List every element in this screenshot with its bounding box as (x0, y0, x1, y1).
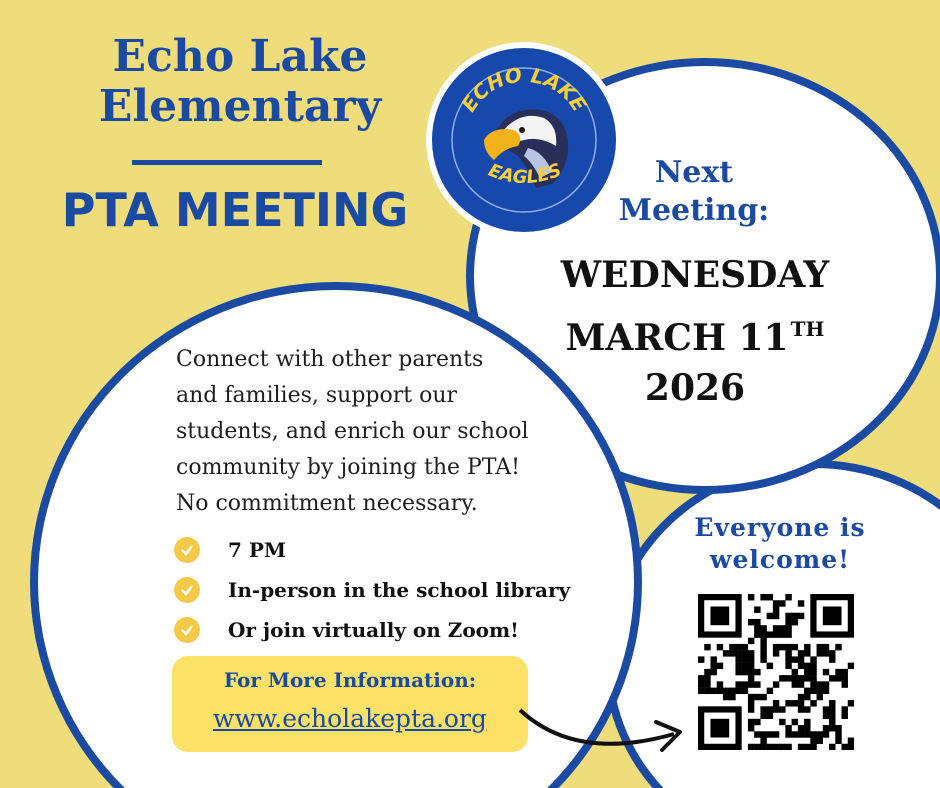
intro-line: and families, support our (176, 383, 458, 408)
intro-line: Connect with other parents (176, 347, 484, 372)
detail-location: In-person in the school library (228, 578, 571, 602)
welcome-line1: Everyone is (694, 513, 866, 542)
more-info-box (172, 656, 528, 752)
detail-time: 7 PM (228, 538, 287, 562)
welcome-message (680, 512, 880, 576)
check-icon (174, 577, 200, 603)
check-icon (174, 617, 200, 643)
logo-top-text: ECHO LAKE (456, 62, 592, 116)
meeting-date (540, 307, 850, 360)
meeting-date-suffix: TH (790, 317, 825, 341)
meeting-month-day: MARCH 11 (565, 317, 789, 359)
next-meeting-line1: Next (654, 155, 734, 190)
next-meeting-line2: Meeting: (618, 193, 770, 228)
detail-virtual: Or join virtually on Zoom! (228, 618, 519, 642)
welcome-line2: welcome! (709, 545, 851, 574)
meeting-year: 2026 (644, 367, 746, 409)
arrow-icon (516, 700, 696, 760)
school-name (40, 32, 440, 132)
intro-line: No commitment necessary. (176, 491, 478, 516)
next-meeting-label (594, 154, 794, 230)
intro-line: community by joining the PTA! (176, 455, 521, 480)
meeting-day: WEDNESDAY (560, 254, 830, 296)
qr-code-graphic (698, 594, 854, 750)
qr-code-icon[interactable] (698, 594, 854, 750)
list-item (174, 610, 614, 650)
more-info-label: For More Information: (223, 668, 477, 692)
meeting-details-list (174, 530, 614, 650)
page-title: PTA MEETING (61, 183, 409, 237)
svg-text:ECHO LAKE (456, 63, 591, 117)
intro-paragraph (176, 342, 566, 522)
school-logo (426, 42, 622, 238)
website-link[interactable]: www.echolakepta.org (213, 704, 487, 733)
school-name-line2: Elementary (98, 81, 382, 132)
intro-line: students, and enrich our school (176, 419, 529, 444)
school-name-line1: Echo Lake (112, 31, 368, 82)
list-item (174, 570, 614, 610)
check-icon (174, 537, 200, 563)
title-divider (132, 160, 322, 165)
list-item (174, 530, 614, 570)
logo-bottom-text: EAGLES (485, 159, 565, 189)
eagle-head-icon (432, 48, 616, 232)
